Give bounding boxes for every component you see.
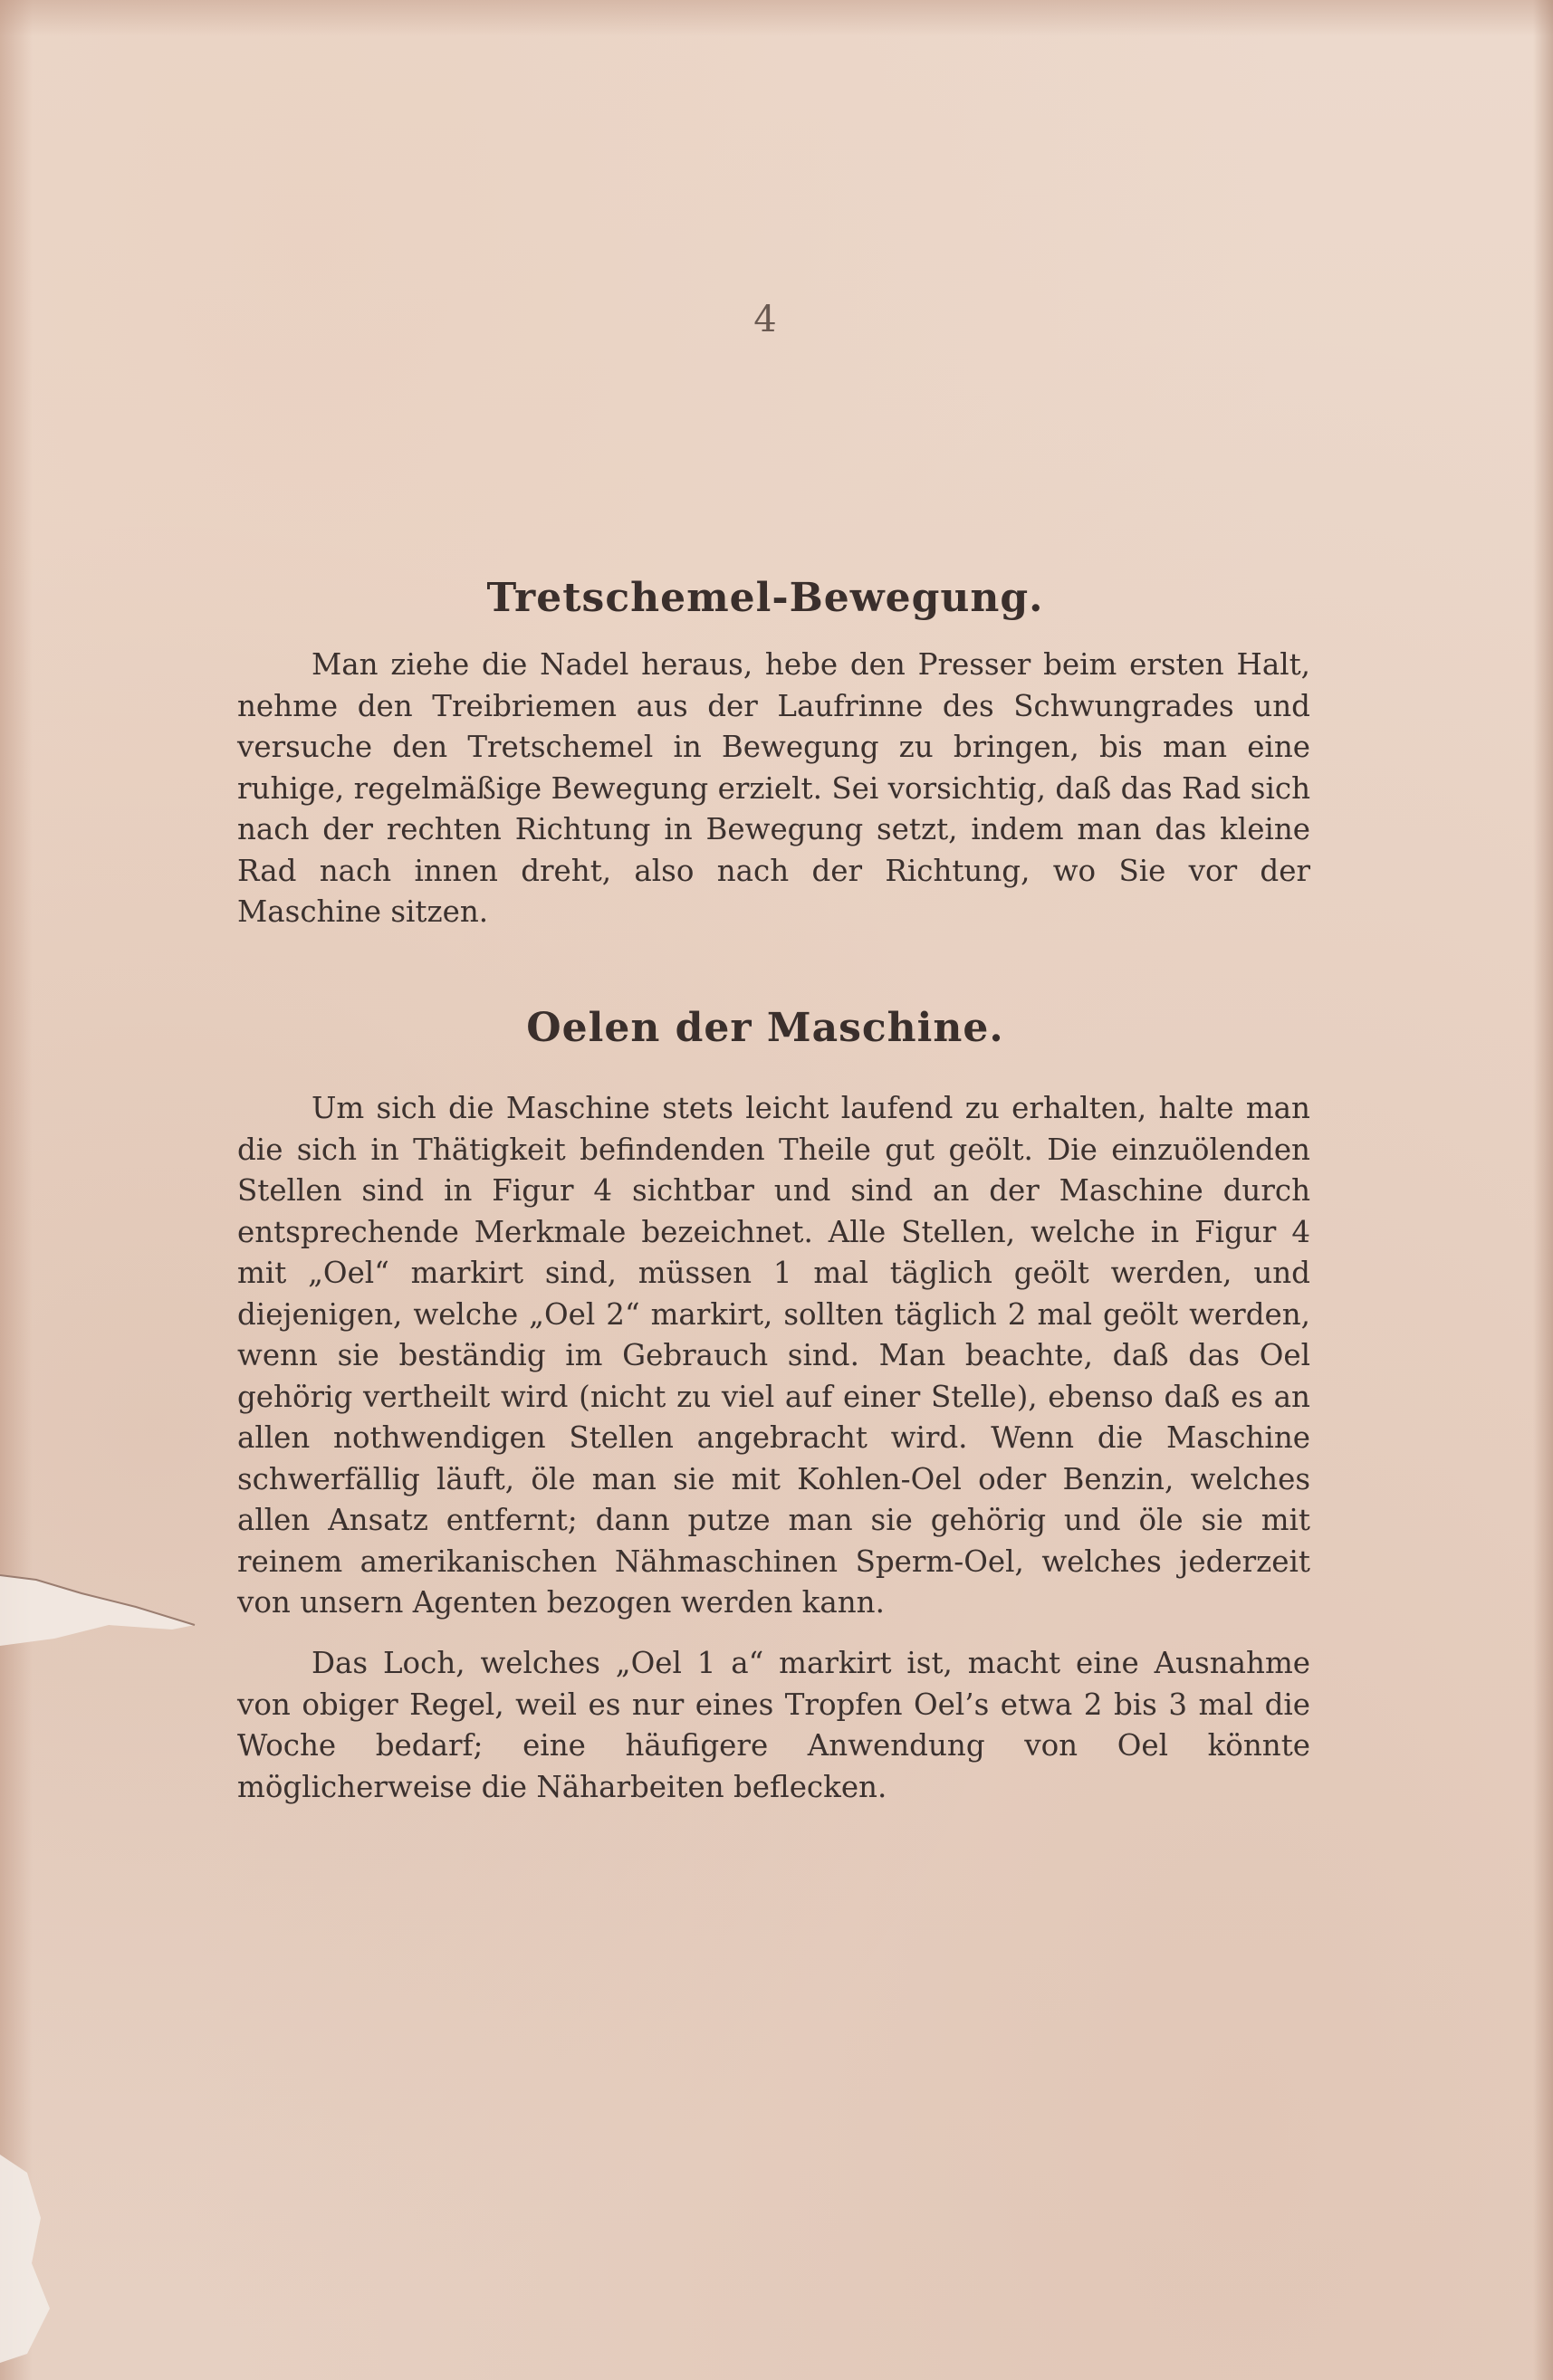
- paper-tear: [0, 1539, 208, 1675]
- section-title-oelen: Oelen der Maschine.: [526, 1005, 1004, 1051]
- paper-left-shadow: [0, 0, 33, 2380]
- paragraph-oelen-1: Um sich die Maschine stets leicht laufend zu erhalten, halte man die sich in Thätigkeit befindenden Theile gut geölt. Die einzuölenden Stellen sind in Figur 4 sichtbar und sind an der Maschine durch entsprechende Merkmale bezeichnet. Alle Stellen, welche in Figur 4 mit „Oel“ markirt sind, müssen 1 mal täglich geölt werden, und diejenigen, welche „Oel 2“ markirt, sollten täglich 2 mal geölt werden, wenn sie beständig im Gebrauch sind. Man beachte, daß das Oel gehörig vertheilt wird (nicht zu viel auf einer Stelle), ebenso daß es an allen nothwendigen Stellen angebracht wird. Wenn die Maschine schwerfällig läuft, öle man sie mit Kohlen-Oel oder Benzin, welches allen Ansatz entfernt; dann putze man sie gehörig und öle sie mit reinem amerikanischen Nähmaschinen Sperm-Oel, welches jederzeit von unsern Agenten bezogen werden kann.: [237, 1091, 1310, 1620]
- paragraph-oelen-2: Das Loch, welches „Oel 1 a“ markirt ist, macht eine Ausnahme von obiger Regel, weil es nur eines Tropfen Oel’s etwa 2 bis 3 mal die Woche bedarf; eine häufigere Anwendung von Oel könnte möglicherweise die Näharbeiten beflecken.: [237, 1646, 1310, 1804]
- paper-edge-damage: [0, 2136, 72, 2372]
- page-number: 4: [753, 299, 777, 340]
- paper-right-shadow: [1533, 0, 1553, 2380]
- section-title-tretschemel: Tretschemel-Bewegung.: [486, 575, 1044, 621]
- paragraph-tretschemel: Man ziehe die Nadel heraus, hebe den Presser beim ersten Halt, nehme den Treibriemen aus der Laufrinne des Schwungrades und versuche den Tretschemel in Bewegung zu bringen, bis man eine ruhige, regelmäßige Bewegung erzielt. Sei vorsichtig, daß das Rad sich nach der rechten Richtung in Bewegung setzt, indem man das kleine Rad nach innen dreht, also nach der Richtung, wo Sie vor der Maschine sitzen.: [237, 647, 1310, 929]
- paper-top-shadow: [0, 0, 1553, 36]
